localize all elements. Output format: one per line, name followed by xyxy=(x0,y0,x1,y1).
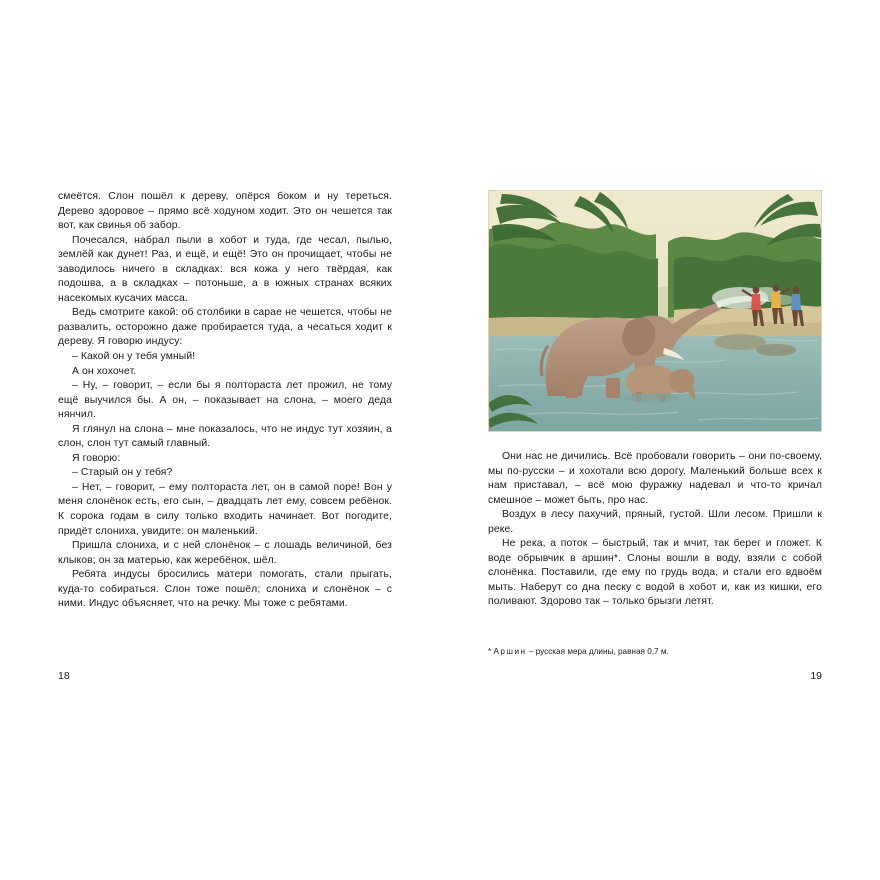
paragraph: Они нас не дичились. Всё пробовали говорить – они по-своему, мы по-русски – и хохотали всю дорогу. Маленький больше всех к нам приставал, – всё мою фуражку надевал и что-то кричал смешное – может быть, про нас. xyxy=(488,451,822,506)
paragraph: Не река, а поток – быстрый, так и мчит, так берег и гложет. К воде обрывчик в аршин*. Слоны вошли в воду, взяли с собой слонёнка. Поставили, где ему по грудь вода, и стали его вдвоём мыть. Наберут со дна песку с водой в хобот и, как из кишки, его поливают. Здорово так – только брызги летят. xyxy=(488,538,822,608)
paragraph: Ребята индусы бросились матери помогать, стали прыгать, куда-то собираться. Слон тоже пошёл; слониха и слонёнок – с ними. Индус объясняет, что на речку. Мы тоже с ребятами. xyxy=(58,569,392,610)
paragraph: Я глянул на слона – мне показалось, что не индус тут хозяин, а слон, слон тут самый главный. xyxy=(58,423,392,450)
paragraph: Ведь смотрите какой: об столбики в сарае не чешется, чтобы не развалить, осторожно даже пробирается туда, а чесаться ходит к дереву. Я говорю индусу: xyxy=(58,307,392,348)
paragraph-dialog: А он хохочет. xyxy=(72,365,137,377)
paragraph-dialog: – Какой он у тебя умный! xyxy=(72,351,196,363)
right-page-text xyxy=(488,450,822,610)
paragraph-dialog: – Старый он у тебя? xyxy=(72,467,173,479)
page-number-left: 18 xyxy=(58,670,70,682)
paragraph: Почесался, набрал пыли в хобот и туда, где чесал, пылью, землёй как дунет! Раз, и ещё, и ещё! Это он прочищает, чтобы не заводилось ничего в складках: вся кожа у него твёрдая, как подошва, а в складках – потоньше, а в южных странах всяких насекомых кусачих масса. xyxy=(58,234,392,304)
paragraph: Пришла слониха, и с ней слонёнок – с лошадь величиной, без клыков; он за матерью, как жеребёнок, шёл. xyxy=(58,540,392,566)
page-number-right: 19 xyxy=(810,670,822,682)
footnote-marker: * xyxy=(488,647,492,656)
paragraph: смеётся. Слон пошёл к дереву, опёрся боком и ну тереться. Дерево здоровое – прямо всё ходуном ходит. Это он чешется так вот, как свинья об забор. xyxy=(58,191,392,232)
footnote-term: Аршин xyxy=(493,647,527,656)
paragraph: Я говорю: xyxy=(72,452,121,464)
footnote-text: – русская мера длины, равная 0,7 м. xyxy=(528,647,669,656)
paragraph-dialog: – Нет, – говорит, – ему полтораста лет, он в самой поре! Вон у меня слонёнок есть, его сын, – двадцать лет ему, совсем ребёнок. К сорока годам в силу только входить начинает. Вот погодите, придёт слониха, увидите: он маленький. xyxy=(58,481,392,537)
right-page xyxy=(440,0,880,880)
paragraph: Воздух в лесу пахучий, пряный, густой. Шли лесом. Пришли к реке. xyxy=(488,509,822,535)
left-page-text xyxy=(58,190,392,612)
footnote xyxy=(488,646,822,658)
elephants-bathing-illustration xyxy=(488,190,822,432)
paragraph-dialog: – Ну, – говорит, – если бы я полтораста лет прожил, не тому ещё выучился бы. А он, – показывает на слона, – моего деда нянчил. xyxy=(58,380,392,421)
illustration-svg xyxy=(488,190,822,432)
